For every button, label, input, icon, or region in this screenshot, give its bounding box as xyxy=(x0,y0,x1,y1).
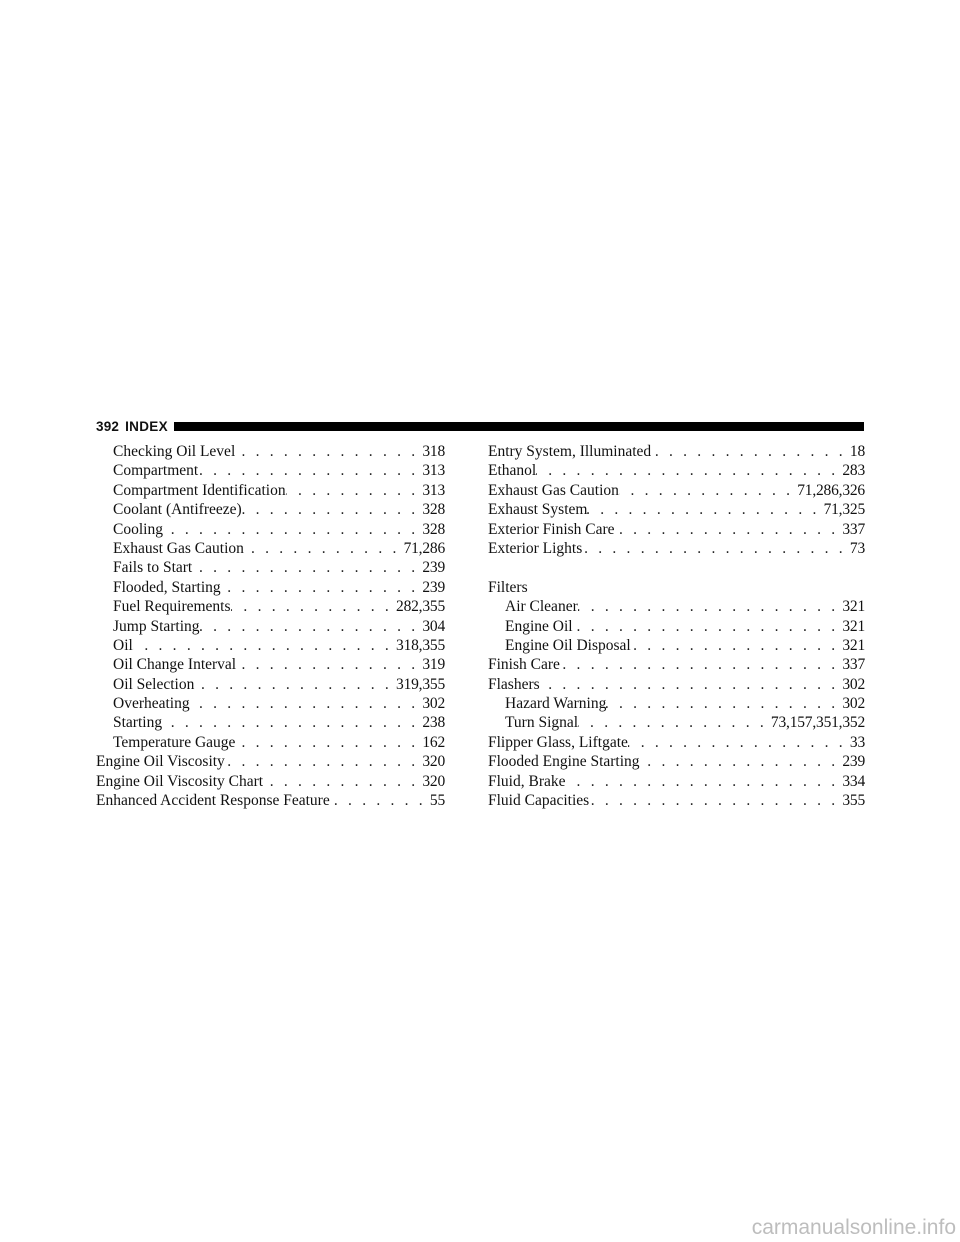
leader-dots xyxy=(640,752,843,771)
index-entry xyxy=(96,539,445,558)
index-page-ref: 239 xyxy=(422,578,445,596)
index-term: Finish Care xyxy=(488,656,560,674)
index-page-ref: 321 xyxy=(842,598,865,616)
index-group-filters-fluids xyxy=(488,597,865,810)
index-page-ref: 162 xyxy=(422,733,445,751)
index-group-entry-exterior xyxy=(488,442,865,558)
index-page-ref: 302 xyxy=(422,695,445,713)
index-page-ref: 304 xyxy=(422,617,445,635)
index-term: Compartment xyxy=(113,462,199,480)
leader-dots xyxy=(244,539,404,558)
index-term: Overheating xyxy=(113,695,190,713)
index-term: Exterior Lights xyxy=(488,539,583,557)
leader-dots xyxy=(330,791,430,810)
leader-dots xyxy=(192,558,422,577)
index-entry xyxy=(488,617,865,636)
leader-dots xyxy=(231,597,396,616)
index-term: Fluid Capacities xyxy=(488,792,590,810)
leader-dots xyxy=(606,694,842,713)
section-title: INDEX xyxy=(125,418,168,434)
header-rule xyxy=(174,422,864,431)
index-column-right xyxy=(488,442,865,810)
index-page-ref: 319 xyxy=(422,656,445,674)
leader-dots xyxy=(651,442,850,461)
index-entry xyxy=(96,772,445,791)
index-entry xyxy=(96,791,445,810)
index-page-ref: 320 xyxy=(422,753,445,771)
index-entry xyxy=(96,694,445,713)
index-page-ref: 313 xyxy=(422,462,445,480)
leader-dots xyxy=(619,481,797,500)
index-page-ref: 302 xyxy=(842,675,865,693)
index-entry xyxy=(96,675,445,694)
leader-dots xyxy=(236,655,422,674)
index-term: Oil xyxy=(113,636,133,654)
index-page-ref: 328 xyxy=(422,501,445,519)
index-entry xyxy=(488,675,865,694)
leader-dots xyxy=(133,636,396,655)
index-page-ref: 71,325 xyxy=(823,501,865,519)
leader-dots xyxy=(578,597,843,616)
index-page-ref: 321 xyxy=(842,636,865,654)
index-page-ref: 73 xyxy=(849,539,865,557)
index-entry xyxy=(96,597,445,616)
index-page-ref: 283 xyxy=(842,462,865,480)
leader-dots xyxy=(540,675,843,694)
index-entry xyxy=(488,481,865,500)
page-number: 392 xyxy=(96,418,120,434)
index-page-ref: 55 xyxy=(429,792,445,810)
index-entry xyxy=(488,461,865,480)
index-page-ref: 318 xyxy=(422,443,445,460)
index-entry xyxy=(96,713,445,732)
index-entry xyxy=(488,500,865,519)
leader-dots xyxy=(235,442,422,461)
index-term: Coolant (Antifreeze) xyxy=(113,501,242,519)
index-page-ref: 320 xyxy=(422,772,445,790)
leader-dots xyxy=(628,733,850,752)
index-term: Air Cleaner xyxy=(505,598,578,616)
index-entry xyxy=(488,539,865,558)
index-heading-filters: Filters xyxy=(488,578,528,596)
leader-dots xyxy=(560,655,842,674)
index-term: Engine Oil Disposal xyxy=(505,636,631,654)
index-term: Exhaust Gas Caution xyxy=(113,539,244,557)
leader-dots xyxy=(587,500,823,519)
index-entry xyxy=(96,481,445,500)
index-term: Entry System, Illuminated xyxy=(488,443,652,460)
index-page-ref: 239 xyxy=(422,559,445,577)
index-term: Flashers xyxy=(488,675,540,693)
page-header xyxy=(96,417,864,435)
index-page-ref: 33 xyxy=(849,733,865,751)
index-entry xyxy=(96,617,445,636)
index-term: Enhanced Accident Response Feature xyxy=(96,792,330,810)
index-entry xyxy=(96,578,445,597)
leader-dots xyxy=(242,500,423,519)
index-term: Oil Selection xyxy=(113,675,195,693)
index-entry xyxy=(488,772,865,791)
leader-dots xyxy=(263,772,422,791)
index-page-ref: 18 xyxy=(849,443,865,460)
leader-dots xyxy=(198,461,422,480)
index-page-ref: 71,286 xyxy=(403,539,445,557)
index-entry xyxy=(488,733,865,752)
index-term: Fails to Start xyxy=(113,559,193,577)
index-entry xyxy=(488,520,865,539)
index-page-ref: 302 xyxy=(842,695,865,713)
index-entry xyxy=(488,655,865,674)
index-term: Engine Oil xyxy=(505,617,573,635)
index-entry xyxy=(488,636,865,655)
index-entry xyxy=(96,752,445,771)
leader-dots xyxy=(615,520,843,539)
leader-dots xyxy=(225,752,423,771)
group-spacer xyxy=(488,558,865,577)
index-entry xyxy=(488,597,865,616)
leader-dots xyxy=(536,461,842,480)
index-page-ref: 321 xyxy=(842,617,865,635)
index-page-ref: 313 xyxy=(422,481,445,499)
index-term: Engine Oil Viscosity Chart xyxy=(96,772,264,790)
index-term: Hazard Warning xyxy=(505,695,607,713)
index-page-ref: 355 xyxy=(842,792,865,810)
index-page-ref: 318,355 xyxy=(396,636,445,654)
index-entry xyxy=(96,461,445,480)
index-entry xyxy=(488,713,865,732)
index-page-ref: 239 xyxy=(842,753,865,771)
index-page-ref: 238 xyxy=(422,714,445,732)
index-term: Checking Oil Level xyxy=(113,443,236,460)
index-term: Starting xyxy=(113,714,163,732)
index-term: Flooded Engine Starting xyxy=(488,753,640,771)
index-entry xyxy=(96,520,445,539)
index-term: Jump Starting xyxy=(113,617,200,635)
leader-dots xyxy=(194,675,396,694)
index-entry xyxy=(488,791,865,810)
index-entry xyxy=(96,442,445,461)
index-term: Temperature Gauge xyxy=(113,733,236,751)
leader-dots xyxy=(582,539,850,558)
leader-dots xyxy=(235,733,422,752)
index-page-ref: 337 xyxy=(842,656,865,674)
leader-dots xyxy=(631,636,843,655)
index-term: Cooling xyxy=(113,520,163,538)
leader-dots xyxy=(578,713,771,732)
index-term: Ethanol xyxy=(488,462,537,480)
index-term: Exhaust Gas Caution xyxy=(488,481,619,499)
index-term: Flooded, Starting xyxy=(113,578,221,596)
leader-dots xyxy=(589,791,842,810)
index-entry xyxy=(488,442,865,461)
leader-dots xyxy=(286,481,423,500)
leader-dots xyxy=(190,694,423,713)
index-term: Turn Signal xyxy=(505,714,579,732)
leader-dots xyxy=(163,520,422,539)
index-entry xyxy=(96,558,445,577)
index-term: Fluid, Brake xyxy=(488,772,566,790)
leader-dots xyxy=(566,772,843,791)
index-page-ref: 71,286,326 xyxy=(797,481,865,499)
index-page-ref: 73,157,351,352 xyxy=(770,714,865,732)
index-term: Compartment Identification xyxy=(113,481,286,499)
index-entry xyxy=(96,500,445,519)
leader-dots xyxy=(162,713,422,732)
index-term: Flipper Glass, Liftgate xyxy=(488,733,628,751)
index-entry xyxy=(96,636,445,655)
index-term: Oil Change Interval xyxy=(113,656,237,674)
leader-dots xyxy=(200,617,423,636)
index-term: Exterior Finish Care xyxy=(488,520,615,538)
index-term: Engine Oil Viscosity xyxy=(96,753,225,771)
index-page-ref: 328 xyxy=(422,520,445,538)
index-entry xyxy=(96,655,445,674)
leader-dots xyxy=(221,578,423,597)
index-term: Fuel Requirements xyxy=(113,598,231,616)
index-page-ref: 282,355 xyxy=(396,598,445,616)
leader-dots xyxy=(573,617,843,636)
watermark-text: carmanualsonline.info xyxy=(751,1216,956,1239)
index-entry xyxy=(96,733,445,752)
index-page-ref: 319,355 xyxy=(396,675,445,693)
index-entry xyxy=(488,752,865,771)
index-page-ref: 337 xyxy=(842,520,865,538)
index-column-left xyxy=(96,442,445,810)
index-entry xyxy=(488,694,865,713)
index-page-ref: 334 xyxy=(842,772,865,790)
index-term: Exhaust System xyxy=(488,501,588,519)
